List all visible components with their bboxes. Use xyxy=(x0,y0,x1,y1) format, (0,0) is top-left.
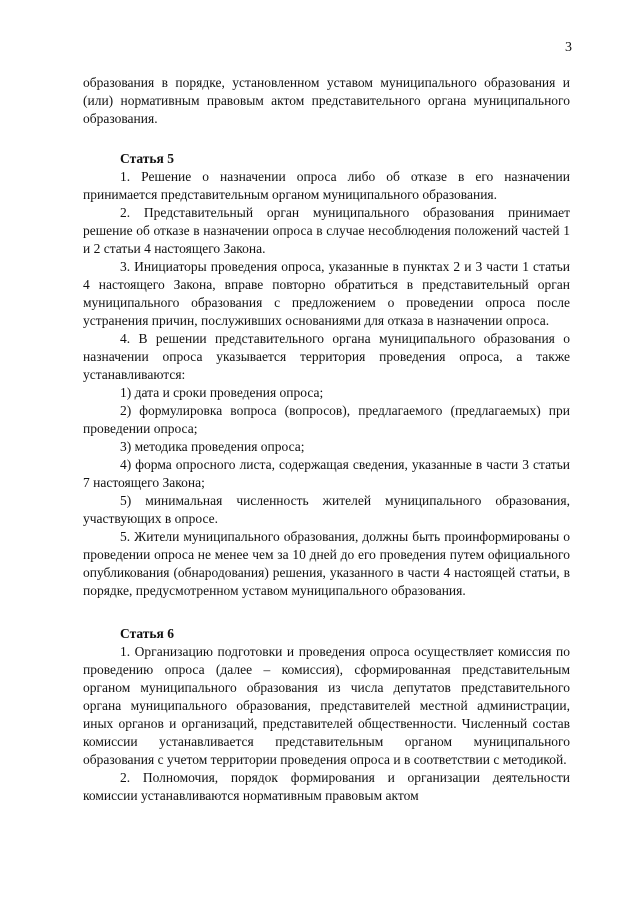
article-5-paragraph-1: 1. Решение о назначении опроса либо об отказе в его назначении принимается представительным органом муниципального образования. xyxy=(83,169,570,202)
document-body xyxy=(83,74,570,805)
article-6-title: Статья 6 xyxy=(120,626,174,641)
article-5-list-item-2: 2) формулировка вопроса (вопросов), предлагаемого (предлагаемых) при проведении опроса; xyxy=(83,403,570,436)
article-5-paragraph-3: 3. Инициаторы проведения опроса, указанные в пунктах 2 и 3 части 1 статьи 4 настоящего Закона, вправе повторно обратиться в представительный орган муниципального образования с предложением о проведении опроса после устранения причин, послуживших основаниями для отказа в назначении опроса. xyxy=(83,259,570,328)
spacer xyxy=(83,128,570,150)
article-5-list-item-4: 4) форма опросного листа, содержащая сведения, указанные в части 3 статьи 7 настоящего Закона; xyxy=(83,457,570,490)
intro-paragraph: образования в порядке, установленном уставом муниципального образования и (или) нормативным правовым актом представительного органа муниципального образования. xyxy=(83,75,570,126)
article-5-list-item-1: 1) дата и сроки проведения опроса; xyxy=(120,385,324,400)
article-5-paragraph-5: 5. Жители муниципального образования, должны быть проинформированы о проведении опроса не менее чем за 10 дней до его проведения путем официального опубликования (обнародования) решения, указанного в части 4 настоящей статьи, в порядке, предусмотренном уставом муниципального образования. xyxy=(83,529,570,598)
article-5-list-item-5: 5) минимальная численность жителей муниципального образования, участвующих в опросе. xyxy=(83,493,570,526)
spacer xyxy=(83,600,570,625)
article-5-paragraph-2: 2. Представительный орган муниципального образования принимает решение об отказе в назначении опроса в случае несоблюдения положений частей 1 и 2 статьи 4 настоящего Закона. xyxy=(83,205,570,256)
article-6-paragraph-2: 2. Полномочия, порядок формирования и организации деятельности комиссии устанавливаются нормативным правовым актом xyxy=(83,770,570,803)
article-6-paragraph-1: 1. Организацию подготовки и проведения опроса осуществляет комиссия по проведению опроса (далее – комиссия), сформированная представительным органом муниципального образования из числа депутатов представительного органа муниципального образования, представителей местной администрации, иных органов и организаций, представителей общественности. Численный состав комиссии устанавливается представительным органом муниципального образования с учетом территории проведения опроса и в соответствии с методикой. xyxy=(83,644,570,767)
article-5-list-item-3: 3) методика проведения опроса; xyxy=(120,439,305,454)
page-number: 3 xyxy=(565,40,572,55)
article-5-paragraph-4: 4. В решении представительного органа муниципального образования о назначении опроса указывается территория проведения опроса, а также устанавливаются: xyxy=(83,331,570,382)
article-5-title: Статья 5 xyxy=(120,151,174,166)
